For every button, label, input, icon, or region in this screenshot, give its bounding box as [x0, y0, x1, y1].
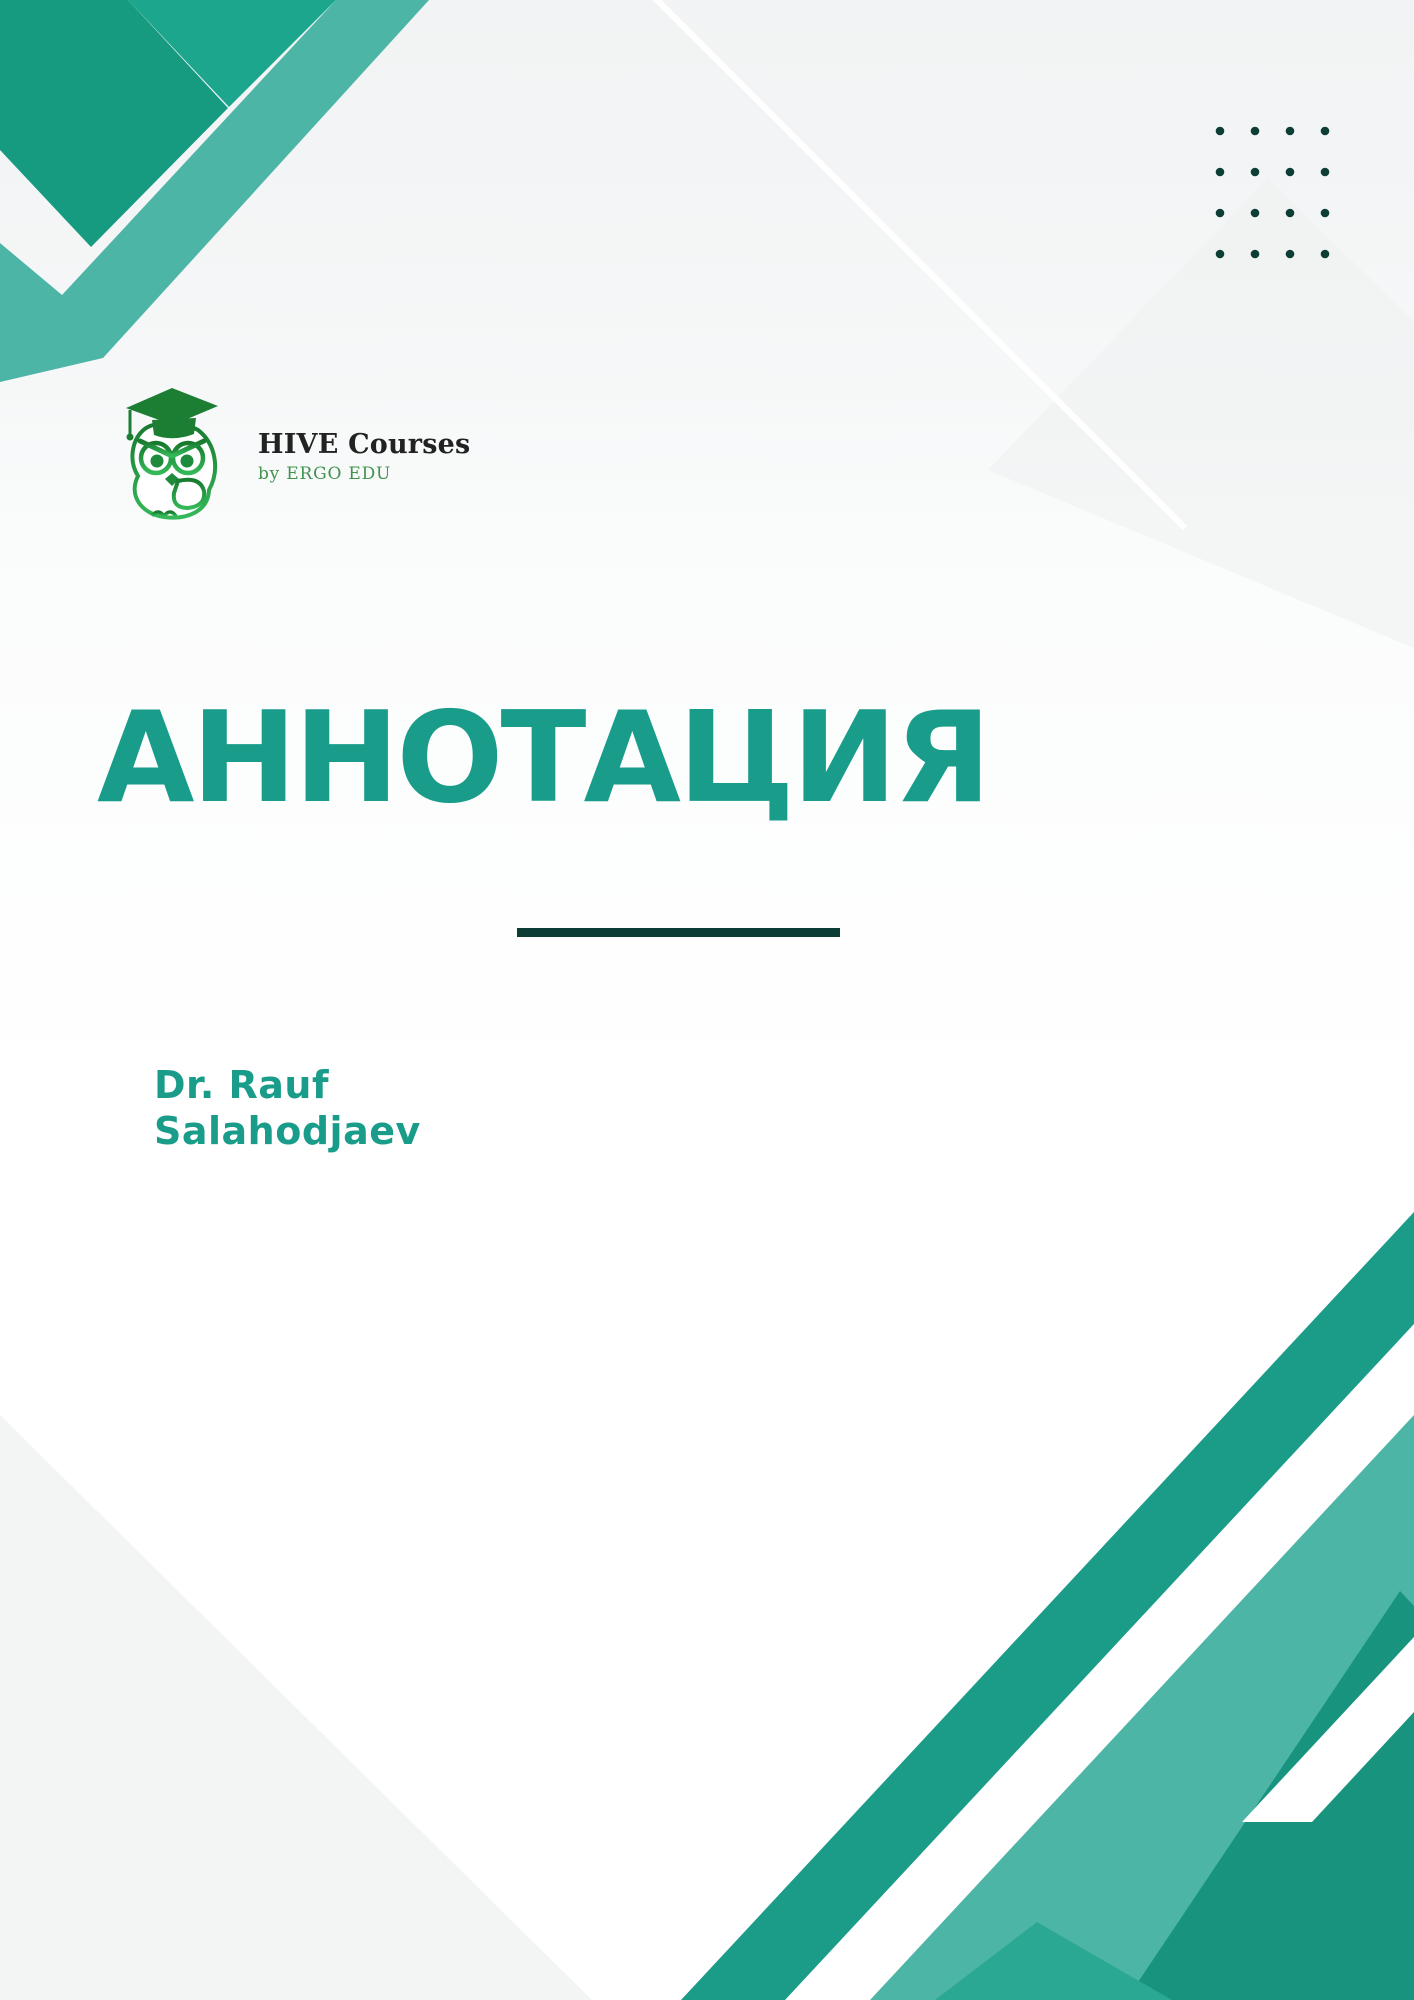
brand-name: HIVE Courses	[258, 429, 471, 460]
page-title: АННОТАЦИЯ	[97, 684, 989, 831]
logo-text	[258, 378, 470, 485]
pale-triangle-bottom-left	[0, 1415, 592, 2000]
author-name	[154, 1062, 421, 1154]
brand-tagline: by ERGO EDU	[258, 464, 392, 484]
logo	[110, 378, 470, 523]
title-underline	[517, 928, 840, 937]
author-name-line2: Salahodjaev	[154, 1109, 421, 1153]
author-name-line1: Dr. Rauf	[154, 1063, 330, 1107]
owl-logo-icon	[110, 378, 234, 523]
